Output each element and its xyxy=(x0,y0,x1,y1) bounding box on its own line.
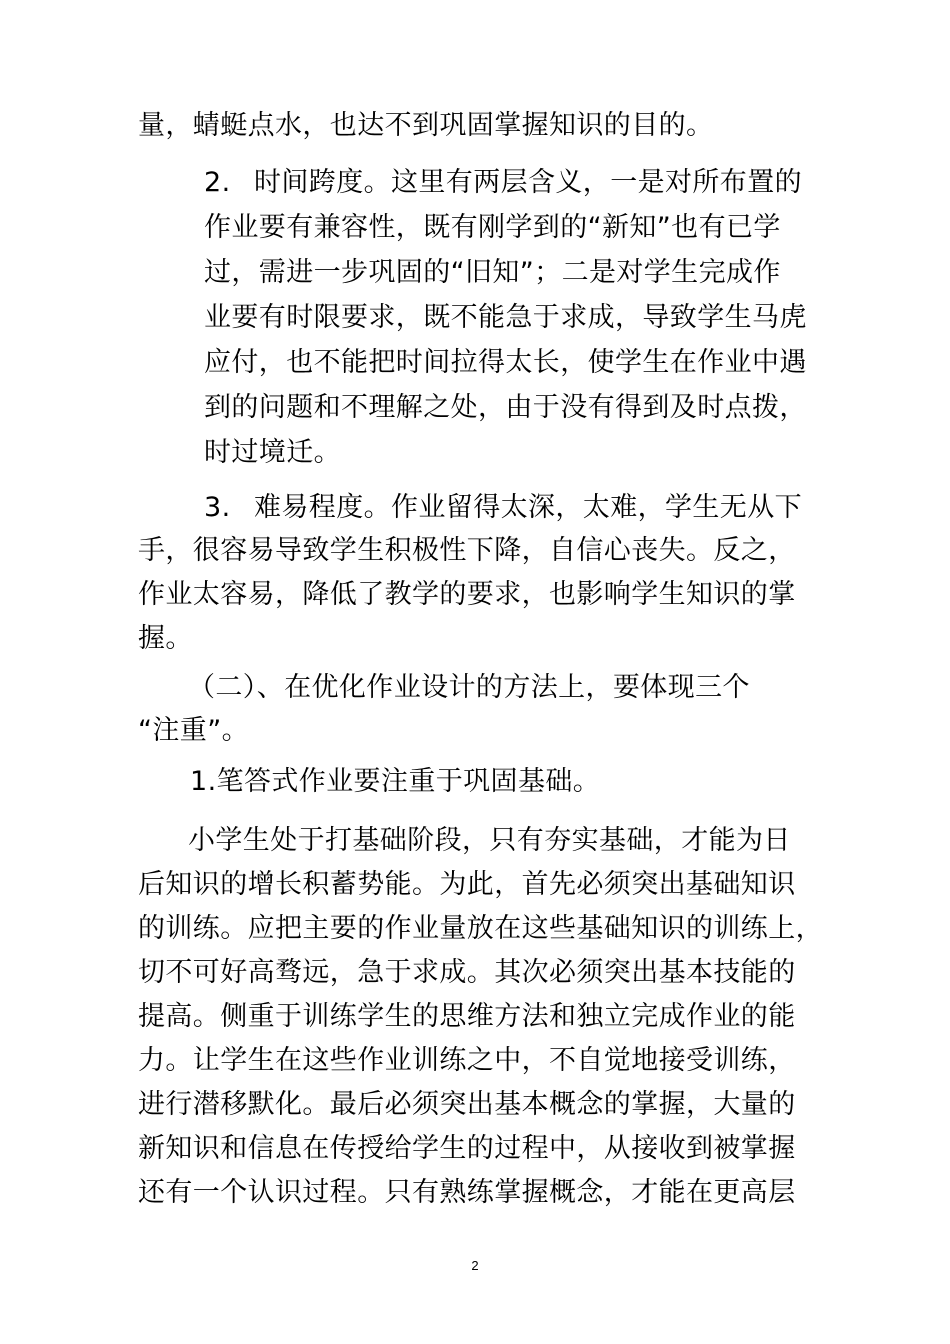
text-line: 量，蜻蜓点水，也达不到巩固掌握知识的目的。 xyxy=(138,110,714,141)
text-line: 新知识和信息在传授给学生的过程中，从接收到被掌握 xyxy=(138,1133,796,1164)
text-line: 握。 xyxy=(138,623,193,654)
text-line: 业要有时限要求，既不能急于求成，导致学生马虎 xyxy=(204,302,807,333)
text-line: 难易程度。作业留得太深，太难，学生无从下 xyxy=(254,492,802,523)
item-number: 3. xyxy=(204,492,231,523)
text-line: 手，很容易导致学生积极性下降，自信心丧失。反之， xyxy=(138,535,796,566)
section-heading: （二）、在优化作业设计的方法上，要体现三个 xyxy=(188,672,750,703)
text-line: 的训练。应把主要的作业量放在这些基础知识的训练上， xyxy=(138,913,823,944)
text-line: 时过境迁。 xyxy=(204,437,341,468)
text-line: 力。让学生在这些作业训练之中，不自觉地接受训练， xyxy=(138,1045,796,1076)
text-line: 提高。侧重于训练学生的思维方法和独立完成作业的能 xyxy=(138,1001,796,1032)
item-number: 2. xyxy=(204,167,231,198)
text-line: 进行潜移默化。最后必须突出基本概念的掌握，大量的 xyxy=(138,1089,796,1120)
text-line: 作业要有兼容性，既有刚学到的“新知”也有已学 xyxy=(204,212,781,243)
text-line: 切不可好高骛远，急于求成。其次必须突出基本技能的 xyxy=(138,957,796,988)
text-line: 到的问题和不理解之处，由于没有得到及时点拨， xyxy=(204,392,807,423)
section-heading-cont: “注重”。 xyxy=(138,715,249,746)
text-line: 时间跨度。这里有两层含义，一是对所布置的 xyxy=(254,167,802,198)
subheading: 1.笔答式作业要注重于巩固基础。 xyxy=(190,766,601,797)
list-item xyxy=(204,166,802,200)
page-number: 2 xyxy=(471,1258,479,1273)
text-line: 作业太容易，降低了教学的要求，也影响学生知识的掌 xyxy=(138,579,796,610)
text-line: 后知识的增长积蓄势能。为此，首先必须突出基础知识 xyxy=(138,869,796,900)
text-line: 过，需进一步巩固的“旧知”；二是对学生完成作 xyxy=(204,257,781,288)
list-item xyxy=(204,491,802,525)
text-line: 小学生处于打基础阶段，只有夯实基础，才能为日 xyxy=(188,825,791,856)
text-line: 还有一个认识过程。只有熟练掌握概念，才能在更高层 xyxy=(138,1177,796,1208)
text-line: 应付，也不能把时间拉得太长，使学生在作业中遇 xyxy=(204,347,807,378)
